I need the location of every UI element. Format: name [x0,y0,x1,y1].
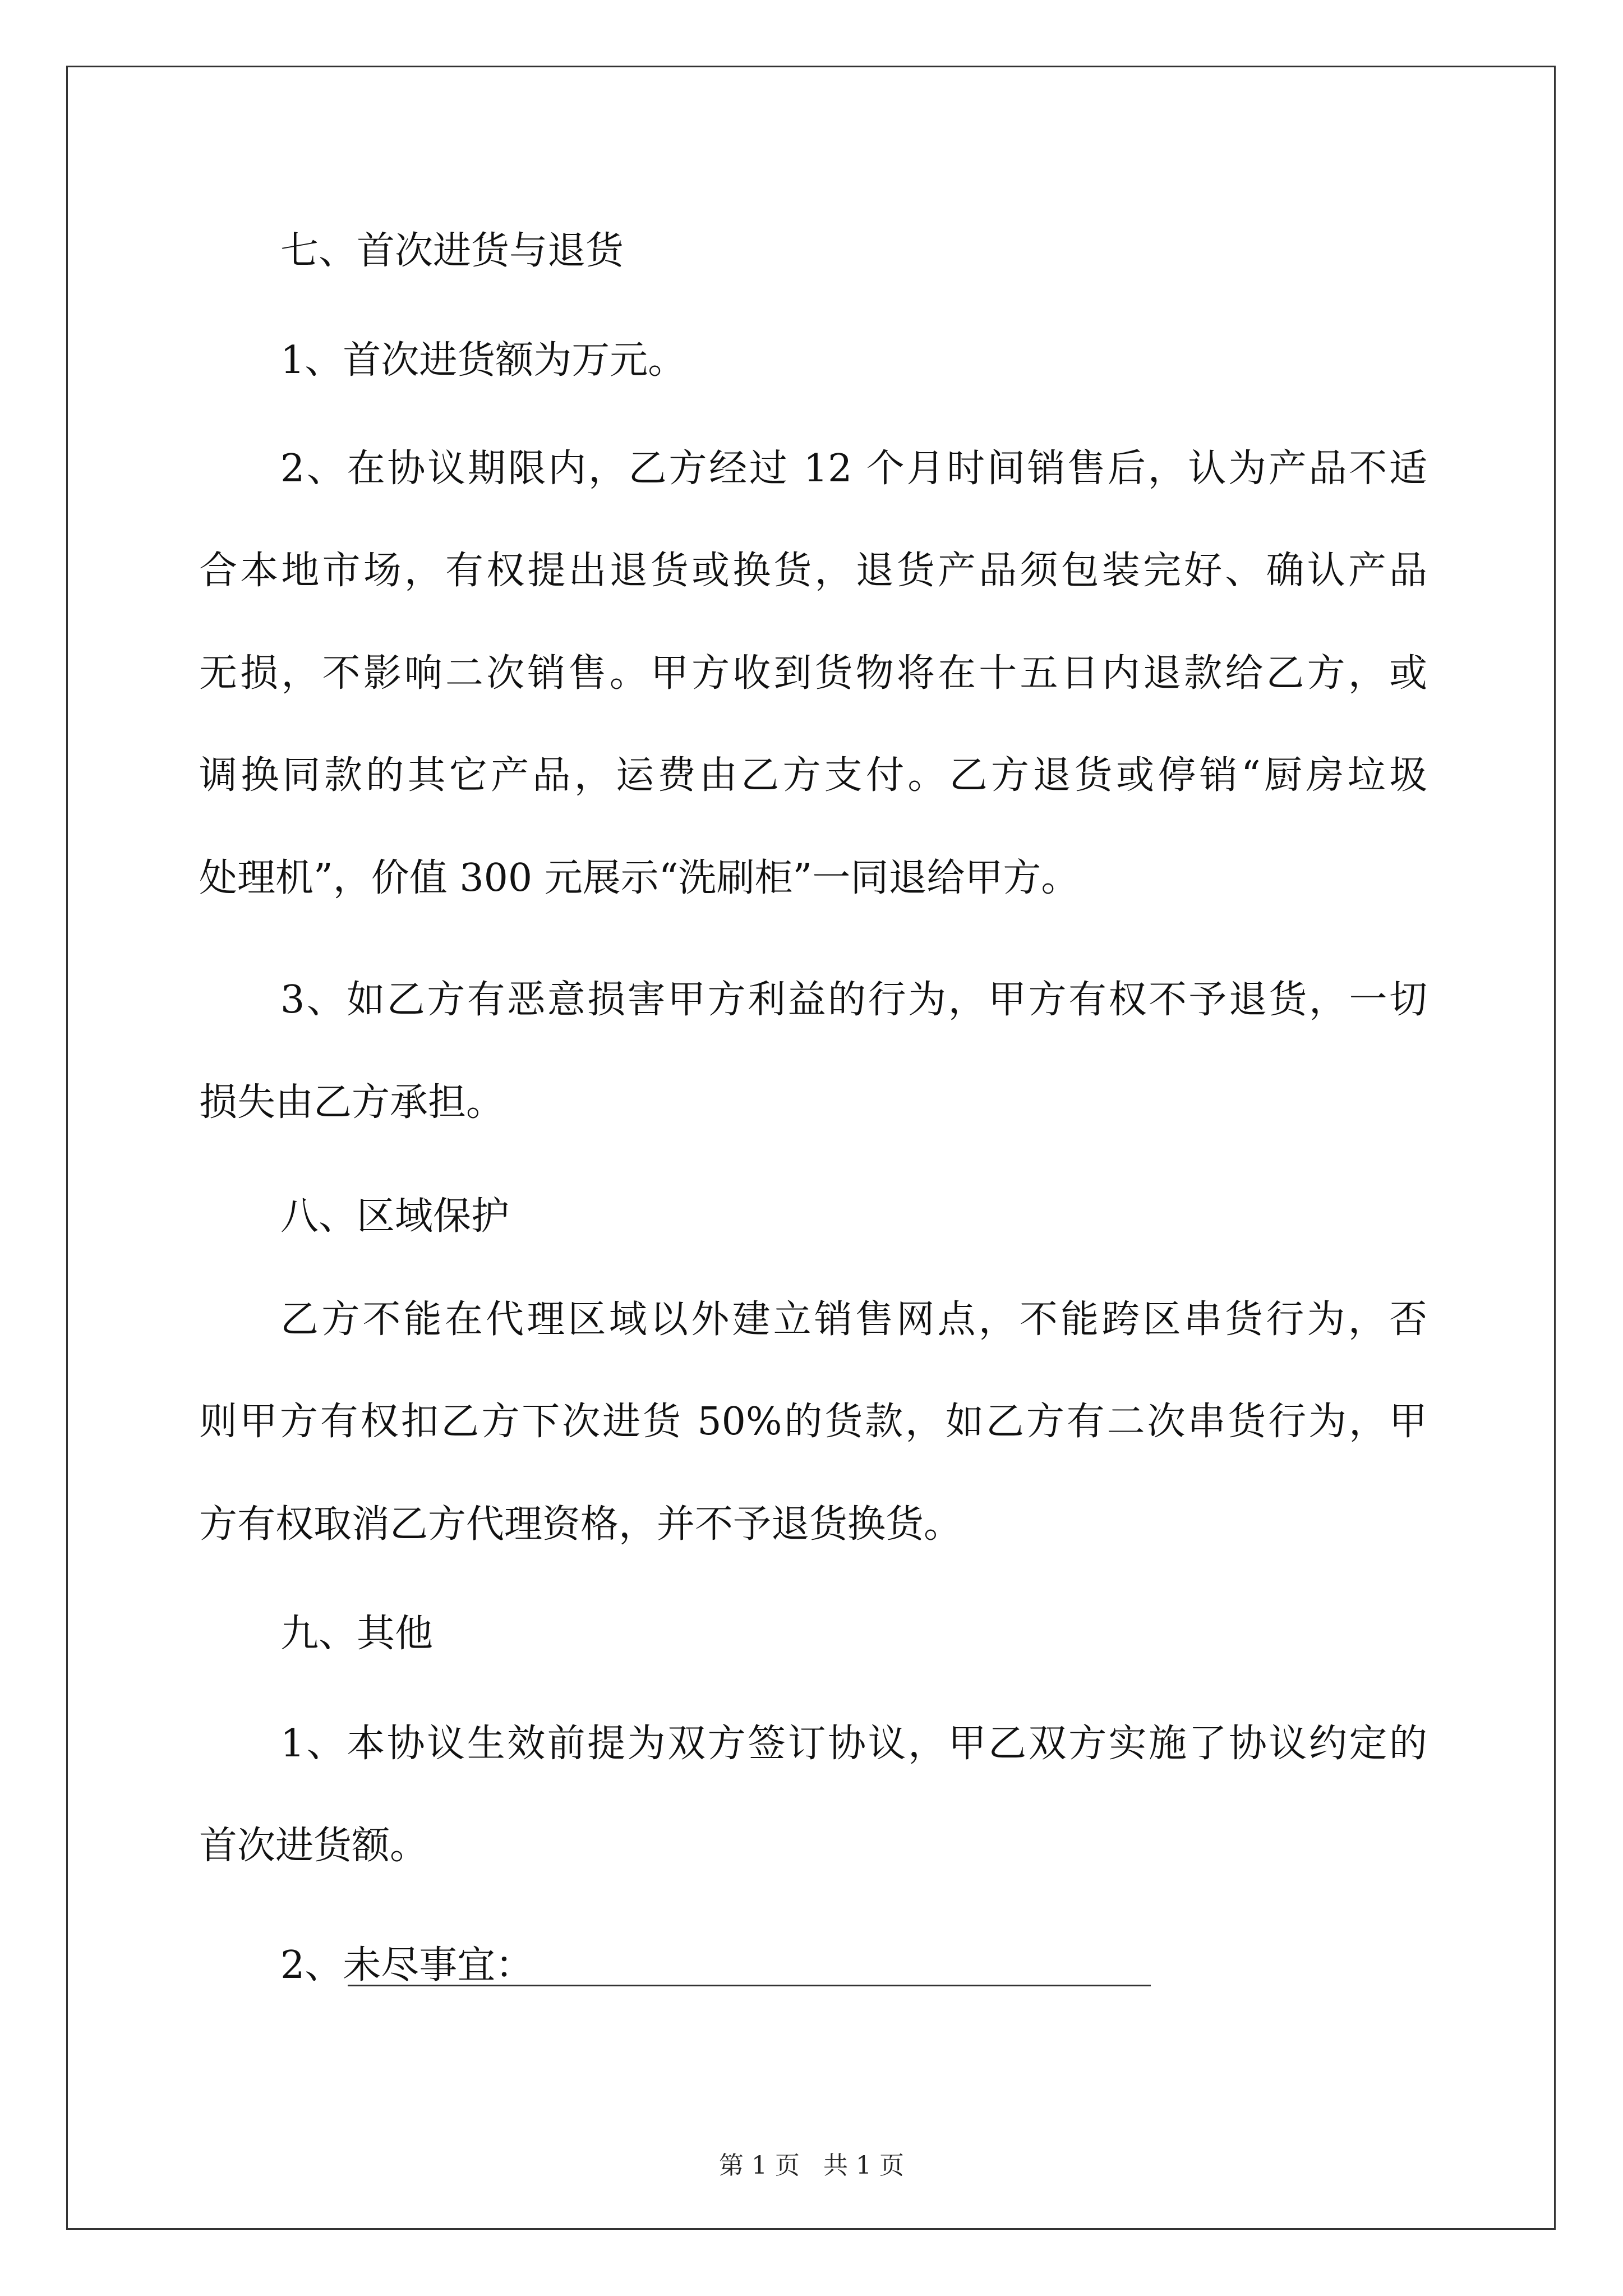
paragraph-line: 乙方不能在代理区域以外建立销售网点，不能跨区串货行为，否 [280,1297,1427,1342]
page-border [66,66,1556,2230]
section-heading: 八、区域保护 [280,1194,510,1239]
paragraph-line: 3、如乙方有恶意损害甲方利益的行为，甲方有权不予退货，一切 [280,978,1427,1022]
paragraph-line: 处理机”，价值 300 元展示“洗刷柜”一同退给甲方。 [199,856,1080,900]
section-heading: 九、其他 [280,1612,434,1656]
paragraph-line: 无损，不影响二次销售。甲方收到货物将在十五日内退款给乙方，或 [199,651,1427,696]
paragraph-line: 损失由乙方承担。 [199,1080,505,1125]
paragraph-line: 1、首次进货额为万元。 [280,338,686,383]
paragraph-line: 2、未尽事宜： [280,1943,534,1987]
paragraph-line: 调换同款的其它产品，运费由乙方支付。乙方退货或停销“厨房垃圾 [199,753,1427,798]
paragraph-line: 则甲方有权扣乙方下次进货 50%的货款，如乙方有二次串货行为，甲 [199,1400,1427,1444]
paragraph-line: 合本地市场，有权提出退货或换货，退货产品须包装完好、确认产品 [199,549,1427,593]
fill-in-blank-line [348,1985,1151,1986]
paragraph-line: 首次进货额。 [199,1824,428,1868]
paragraph-line: 方有权取消乙方代理资格，并不予退货换货。 [199,1502,962,1547]
page-footer: 第 1 页 共 1 页 [719,2151,904,2180]
paragraph-line: 2、在协议期限内，乙方经过 12 个月时间销售后，认为产品不适 [280,447,1427,491]
paragraph-line: 1、本协议生效前提为双方签订协议，甲乙双方实施了协议约定的 [280,1722,1427,1766]
section-heading: 七、首次进货与退货 [280,229,624,273]
